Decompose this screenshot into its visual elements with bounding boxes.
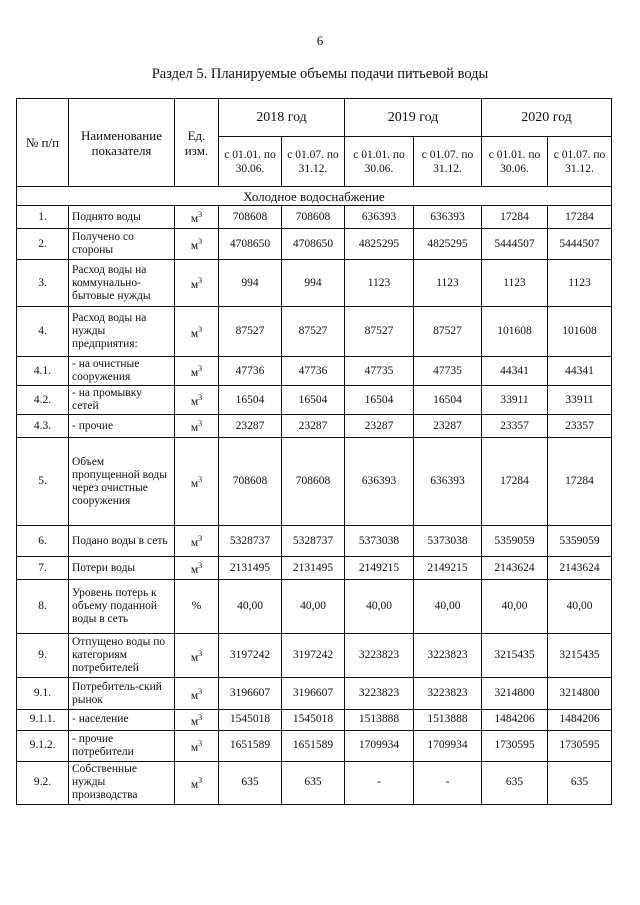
value-cell: 1484206 (482, 710, 548, 731)
indicator-name: - на промывку сетей (69, 386, 175, 415)
value-cell: 3215435 (548, 634, 612, 678)
value-cell: 994 (219, 260, 282, 307)
value-cell: 40,00 (219, 580, 282, 634)
value-cell: 40,00 (482, 580, 548, 634)
row-number: 8. (17, 580, 69, 634)
value-cell: 5328737 (282, 526, 345, 557)
unit-text: м (190, 715, 199, 728)
unit-cell (175, 415, 219, 438)
unit-cell (175, 438, 219, 526)
value-cell: 708608 (219, 206, 282, 229)
indicator-name: Поднято воды (69, 206, 175, 229)
value-cell: 636393 (345, 438, 414, 526)
value-cell: 23287 (414, 415, 482, 438)
table-row (17, 357, 612, 386)
value-cell: 17284 (482, 206, 548, 229)
value-cell: 1730595 (548, 730, 612, 761)
table-row (17, 438, 612, 526)
value-cell: 1123 (482, 260, 548, 307)
unit-text: м (190, 327, 199, 340)
row-number: 7. (17, 557, 69, 580)
unit-text: м (190, 278, 199, 291)
value-cell: 636393 (414, 206, 482, 229)
row-number: 5. (17, 438, 69, 526)
value-cell: 1651589 (282, 730, 345, 761)
row-number: 3. (17, 260, 69, 307)
value-cell: 23287 (219, 415, 282, 438)
indicator-name: Потребитель-ский рынок (69, 678, 175, 710)
value-cell: 3196607 (219, 678, 282, 710)
indicator-name: Расход воды на коммунально-бытовые нужды (69, 260, 175, 307)
value-cell: 17284 (548, 438, 612, 526)
header-period: с 01.07. по 31.12. (414, 137, 482, 187)
table-row (17, 307, 612, 357)
value-cell: 5373038 (414, 526, 482, 557)
unit-cell (175, 386, 219, 415)
value-cell: 23287 (282, 415, 345, 438)
header-period: с 01.01. по 30.06. (345, 137, 414, 187)
value-cell: 708608 (219, 438, 282, 526)
value-cell: 33911 (548, 386, 612, 415)
indicator-name: Подано воды в сеть (69, 526, 175, 557)
indicator-name: - прочие (69, 415, 175, 438)
table-row (17, 634, 612, 678)
page-number: 6 (316, 33, 324, 48)
table-row (17, 415, 612, 438)
indicator-name: Получено со стороны (69, 229, 175, 260)
table-row (17, 229, 612, 260)
unit-text: м (190, 477, 199, 490)
row-number: 9.1.1. (17, 710, 69, 731)
section-title: Раздел 5. Планируемые объемы подачи питьевой воды (151, 66, 489, 82)
unit-text: % (191, 600, 202, 612)
header-year-2020: 2020 год (482, 99, 612, 137)
row-number: 4.1. (17, 357, 69, 386)
value-cell: 1123 (548, 260, 612, 307)
row-number: 9.1.2. (17, 730, 69, 761)
indicator-name: - на очистные сооружения (69, 357, 175, 386)
value-cell: 1545018 (282, 710, 345, 731)
row-number: 4.3. (17, 415, 69, 438)
unit-text: м (190, 563, 199, 576)
unit-text: м (190, 212, 199, 225)
value-cell: 3214800 (548, 678, 612, 710)
unit-cell (175, 730, 219, 761)
unit-cell (175, 206, 219, 229)
value-cell: 636393 (414, 438, 482, 526)
indicator-name: - прочие потребители (69, 730, 175, 761)
unit-cell (175, 307, 219, 357)
unit-superscript: 3 (198, 738, 203, 748)
unit-superscript: 3 (198, 561, 203, 571)
value-cell: 23287 (345, 415, 414, 438)
table-row (17, 557, 612, 580)
unit-text: м (190, 239, 199, 252)
table-row (17, 678, 612, 710)
unit-cell (175, 580, 219, 634)
indicator-name: Отпущено воды по категориям потребителей (69, 634, 175, 678)
unit-superscript: 3 (198, 474, 203, 484)
header-unit: Ед. изм. (175, 99, 219, 187)
value-cell: 5444507 (548, 229, 612, 260)
value-cell: 5328737 (219, 526, 282, 557)
value-cell: 4708650 (282, 229, 345, 260)
table-row (17, 580, 612, 634)
value-cell: 3223823 (345, 678, 414, 710)
value-cell: 2143624 (548, 557, 612, 580)
value-cell: 3223823 (414, 678, 482, 710)
value-cell: 994 (282, 260, 345, 307)
value-cell: 3223823 (345, 634, 414, 678)
value-cell: 2143624 (482, 557, 548, 580)
value-cell: 44341 (482, 357, 548, 386)
unit-superscript: 3 (198, 237, 203, 247)
unit-cell (175, 357, 219, 386)
value-cell: 5444507 (482, 229, 548, 260)
value-cell: 40,00 (548, 580, 612, 634)
value-cell: 23357 (548, 415, 612, 438)
value-cell: 2149215 (345, 557, 414, 580)
value-cell: 635 (482, 761, 548, 804)
unit-superscript: 3 (198, 276, 203, 286)
unit-text: м (190, 778, 199, 791)
value-cell: 40,00 (345, 580, 414, 634)
indicator-name: - население (69, 710, 175, 731)
value-cell: 4825295 (414, 229, 482, 260)
value-cell: 2131495 (219, 557, 282, 580)
value-cell: 3215435 (482, 634, 548, 678)
unit-cell (175, 557, 219, 580)
value-cell: 40,00 (282, 580, 345, 634)
value-cell: 708608 (282, 206, 345, 229)
value-cell: 87527 (345, 307, 414, 357)
unit-superscript: 3 (198, 324, 203, 334)
value-cell: 1513888 (345, 710, 414, 731)
value-cell: 2131495 (282, 557, 345, 580)
value-cell: 1123 (414, 260, 482, 307)
value-cell: 16504 (414, 386, 482, 415)
header-period: с 01.01. по 30.06. (219, 137, 282, 187)
value-cell: 5359059 (482, 526, 548, 557)
value-cell: 636393 (345, 206, 414, 229)
value-cell: 1545018 (219, 710, 282, 731)
table-row (17, 260, 612, 307)
value-cell: 1123 (345, 260, 414, 307)
value-cell: 87527 (219, 307, 282, 357)
unit-text: м (190, 741, 199, 754)
value-cell: 47735 (414, 357, 482, 386)
unit-cell (175, 761, 219, 804)
value-cell: 635 (219, 761, 282, 804)
value-cell: 635 (548, 761, 612, 804)
value-cell: 47736 (219, 357, 282, 386)
value-cell: 16504 (219, 386, 282, 415)
unit-superscript: 3 (198, 364, 203, 374)
section-row (17, 187, 612, 206)
header-period: с 01.07. по 31.12. (548, 137, 612, 187)
value-cell: 3197242 (282, 634, 345, 678)
table-row (17, 206, 612, 229)
indicator-name: Объем пропущенной воды через очистные сооружения (69, 438, 175, 526)
value-cell: - (414, 761, 482, 804)
value-cell: 4825295 (345, 229, 414, 260)
unit-cell (175, 710, 219, 731)
value-cell: 4708650 (219, 229, 282, 260)
value-cell: 47735 (345, 357, 414, 386)
water-supply-table (16, 98, 612, 805)
unit-text: м (190, 651, 199, 664)
value-cell: 5373038 (345, 526, 414, 557)
unit-superscript: 3 (198, 775, 203, 785)
value-cell: 17284 (482, 438, 548, 526)
row-number: 6. (17, 526, 69, 557)
row-number: 4.2. (17, 386, 69, 415)
unit-text: м (190, 536, 199, 549)
value-cell: 1651589 (219, 730, 282, 761)
value-cell: 3196607 (282, 678, 345, 710)
unit-text: м (190, 421, 199, 434)
unit-text: м (190, 395, 199, 408)
value-cell: 44341 (548, 357, 612, 386)
value-cell: 2149215 (414, 557, 482, 580)
unit-text: м (190, 689, 199, 702)
row-number: 9.1. (17, 678, 69, 710)
unit-superscript: 3 (198, 534, 203, 544)
unit-text: м (190, 366, 199, 379)
section-heading: Холодное водоснабжение (17, 187, 612, 206)
row-number: 2. (17, 229, 69, 260)
unit-superscript: 3 (198, 648, 203, 658)
value-cell: 87527 (282, 307, 345, 357)
table-row (17, 526, 612, 557)
value-cell: 3214800 (482, 678, 548, 710)
unit-superscript: 3 (198, 393, 203, 403)
value-cell: 101608 (548, 307, 612, 357)
indicator-name: Потери воды (69, 557, 175, 580)
row-number: 1. (17, 206, 69, 229)
value-cell: 3197242 (219, 634, 282, 678)
value-cell: 1709934 (414, 730, 482, 761)
value-cell: 17284 (548, 206, 612, 229)
header-year-2018: 2018 год (219, 99, 345, 137)
value-cell: 47736 (282, 357, 345, 386)
row-number: 9.2. (17, 761, 69, 804)
value-cell: 40,00 (414, 580, 482, 634)
unit-cell (175, 229, 219, 260)
unit-superscript: 3 (198, 419, 203, 429)
value-cell: - (345, 761, 414, 804)
header-num: № п/п (17, 99, 69, 187)
value-cell: 3223823 (414, 634, 482, 678)
unit-superscript: 3 (198, 713, 203, 722)
value-cell: 1730595 (482, 730, 548, 761)
row-number: 9. (17, 634, 69, 678)
header-name: Наименование показателя (69, 99, 175, 187)
header-row-years (17, 99, 612, 137)
unit-cell (175, 260, 219, 307)
value-cell: 1513888 (414, 710, 482, 731)
unit-superscript: 3 (198, 686, 203, 696)
table-row (17, 730, 612, 761)
table-row (17, 386, 612, 415)
value-cell: 635 (282, 761, 345, 804)
indicator-name: Расход воды на нужды предприятия: (69, 307, 175, 357)
value-cell: 87527 (414, 307, 482, 357)
header-year-2019: 2019 год (345, 99, 482, 137)
unit-cell (175, 526, 219, 557)
value-cell: 1484206 (548, 710, 612, 731)
table-row (17, 710, 612, 731)
table-row (17, 761, 612, 804)
value-cell: 16504 (345, 386, 414, 415)
value-cell: 33911 (482, 386, 548, 415)
unit-superscript: 3 (198, 210, 203, 220)
value-cell: 5359059 (548, 526, 612, 557)
row-number: 4. (17, 307, 69, 357)
value-cell: 101608 (482, 307, 548, 357)
indicator-name: Уровень потерь к объему поданной воды в сеть (69, 580, 175, 634)
value-cell: 16504 (282, 386, 345, 415)
value-cell: 1709934 (345, 730, 414, 761)
value-cell: 708608 (282, 438, 345, 526)
unit-cell (175, 634, 219, 678)
header-period: с 01.01. по 30.06. (482, 137, 548, 187)
unit-cell (175, 678, 219, 710)
header-period: с 01.07. по 31.12. (282, 137, 345, 187)
value-cell: 23357 (482, 415, 548, 438)
indicator-name: Собственные нужды производства (69, 761, 175, 804)
